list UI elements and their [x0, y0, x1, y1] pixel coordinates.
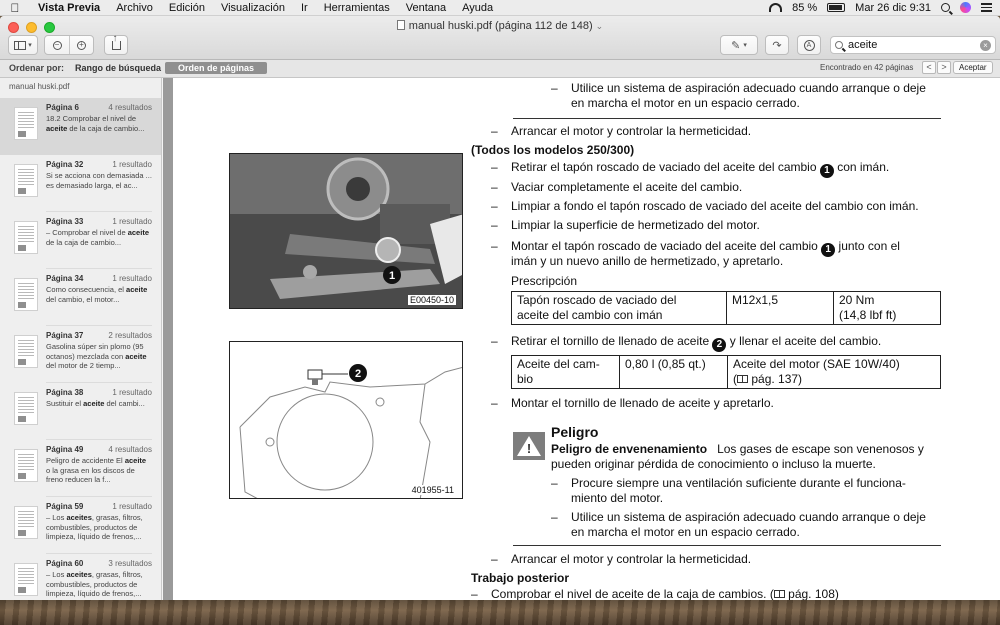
step-clean-surface: Limpiar la superficie de hermetizado del motor.	[511, 218, 760, 232]
figure-filler-screw-drawing	[229, 341, 463, 499]
page-thumbnail	[14, 335, 38, 368]
next-result-button[interactable]: >	[937, 61, 951, 74]
warning-bullet-aspiration-line2: en marcha el motor en un espacio cerrado.	[571, 525, 800, 539]
page-thumbnail	[14, 164, 38, 197]
result-snippet: Como consecuencia, el aceite del cambio, el motor...	[46, 285, 148, 304]
bullet-dash: –	[551, 476, 558, 490]
step-mount-plug: Montar el tapón roscado de vaciado del aceite del cambio 1 junto con el	[511, 239, 900, 255]
result-snippet: – Los aceites, grasas, filtros, combustibles, productos de limpieza, líquido de frenos,...	[46, 513, 143, 541]
result-snippet: – Comprobar el nivel de aceite de la caja de cambio...	[46, 228, 149, 247]
result-count: 4 resultados	[108, 103, 152, 112]
pdf-document-icon	[397, 20, 405, 30]
table-cell: Aceite del cam- bio	[512, 356, 620, 389]
sort-label: Ordenar por:	[9, 63, 65, 73]
markup-button[interactable]	[797, 35, 821, 55]
step-remove-filler: Retirar el tornillo de llenado de aceite 2 y llenar el aceite del cambio.	[511, 334, 882, 350]
accept-search-button[interactable]: Aceptar	[953, 61, 993, 74]
warning-bullet-ventilation: Procure siempre una ventilación suficiente durante el funciona-	[571, 476, 906, 490]
table-cell: 0,80 l (0,85 qt.)	[620, 356, 728, 389]
chevron-down-icon: ▾	[28, 42, 32, 49]
document-title[interactable]	[0, 20, 1000, 32]
menu-ventana[interactable]: Ventana	[405, 1, 447, 14]
wifi-icon[interactable]	[769, 3, 782, 12]
result-page: Página 34	[46, 274, 84, 283]
bullet-dash: –	[491, 124, 498, 138]
step-drain-oil: Vaciar completamente el aceite del cambio.	[511, 180, 743, 194]
result-page: Página 49	[46, 445, 84, 454]
bullet-dash: –	[551, 81, 558, 95]
warning-icon	[513, 432, 545, 460]
search-result-item[interactable]	[0, 155, 161, 212]
bullet-dash: –	[491, 160, 498, 174]
figure-label: E00450-10	[409, 295, 454, 305]
search-results-bar	[0, 60, 1000, 78]
zoom-in-icon: +	[77, 41, 86, 50]
oil-spec-table	[511, 355, 941, 389]
search-result-item[interactable]	[0, 383, 161, 440]
search-value: aceite	[848, 39, 878, 51]
warning-title: Peligro	[551, 424, 599, 440]
zoom-control	[44, 35, 94, 55]
result-page: Página 33	[46, 217, 84, 226]
rotate-icon: ↷	[772, 39, 782, 52]
result-snippet: Si se acciona con demasiada ... es demasiado larga, el ac...	[46, 171, 152, 190]
spotlight-icon[interactable]	[941, 3, 950, 12]
step-remove-drain-plug: Retirar el tapón roscado de vaciado del aceite del cambio 1 con imán.	[511, 160, 890, 176]
bullet-dash: –	[471, 587, 478, 600]
bullet-dash: –	[491, 199, 498, 213]
figure-label: 401955-11	[411, 485, 454, 495]
clear-search-icon[interactable]: ×	[980, 40, 991, 51]
table-cell: M12x1,5	[727, 292, 834, 325]
pen-icon: ✎	[731, 39, 741, 52]
battery-percent[interactable]: 85 %	[792, 1, 818, 14]
search-result-item[interactable]	[0, 554, 161, 600]
sidebar-toggle-button[interactable]	[8, 35, 38, 55]
result-snippet: Gasolina súper sin plomo (95 octanos) mezclada con aceite del motor de 2 tiemp...	[46, 342, 147, 370]
search-field[interactable]	[830, 36, 996, 54]
pdf-page	[173, 78, 1000, 600]
heading-after-work: Trabajo posterior	[471, 571, 570, 585]
table-cell: Aceite del motor (SAE 10W/40) ( pág. 137)	[728, 356, 941, 389]
warning-bullet-ventilation-line2: miento del motor.	[571, 491, 664, 505]
search-results-sidebar	[0, 78, 162, 600]
document-view[interactable]	[163, 78, 1000, 600]
menu-edicion[interactable]: Edición	[168, 1, 205, 14]
step-check-oil-level: Comprobar el nivel de aceite de la caja de cambios. ( pág. 108)	[491, 587, 839, 600]
divider	[513, 118, 941, 119]
preview-window	[0, 16, 1000, 600]
chevron-down-icon: ⌄	[595, 21, 604, 31]
page-thumbnail	[14, 221, 38, 254]
result-count: 1 resultado	[112, 217, 152, 226]
step-mount-filler: Montar el tornillo de llenado de aceite y apretarlo.	[511, 396, 774, 410]
page-thumbnail	[14, 449, 38, 482]
callout-1: 1	[388, 270, 396, 282]
step-mount-plug-line2: imán y un nuevo anillo de hermetizado, y apretarlo.	[511, 254, 784, 268]
step-start-engine-2: Arrancar el motor y controlar la hermeticidad.	[511, 552, 752, 566]
bullet-dash: –	[491, 239, 498, 253]
divider	[513, 545, 941, 546]
page-thumbnail	[14, 392, 38, 425]
zoom-out-icon: −	[53, 41, 62, 50]
step-clean-plug: Limpiar a fondo el tapón roscado de vaciado del aceite del cambio con imán.	[511, 199, 919, 213]
result-count: 3 resultados	[108, 559, 152, 568]
figure-drain-plug-photo	[229, 153, 463, 309]
bullet-dash: –	[491, 552, 498, 566]
search-result-item[interactable]	[0, 497, 161, 554]
menu-bar	[0, 0, 1000, 16]
sidebar-file-name: manual huski.pdf	[9, 82, 70, 91]
result-page: Página 60	[46, 559, 84, 568]
menu-archivo[interactable]: Archivo	[116, 1, 153, 14]
engine-line-drawing	[230, 342, 463, 499]
share-icon	[112, 41, 121, 50]
result-count: 1 resultado	[112, 388, 152, 397]
search-result-item[interactable]	[0, 326, 161, 383]
warning-bullet-aspiration: Utilice un sistema de aspiración adecuado cuando arranque o deje	[571, 510, 926, 524]
bullet-dash: –	[551, 510, 558, 524]
menu-app-name[interactable]: Vista Previa	[38, 1, 101, 14]
top-text-line1: Utilice un sistema de aspiración adecuado cuando arranque o deje	[571, 81, 926, 95]
result-snippet: Peligro de accidente El aceite o la grasa en los discos de freno reducen la f...	[46, 456, 147, 484]
torque-table	[511, 291, 941, 325]
result-count: 2 resultados	[108, 331, 152, 340]
result-page: Página 6	[46, 103, 79, 112]
page-reference-link[interactable]: pág. 137)	[751, 372, 803, 386]
zoom-in-button[interactable]	[69, 36, 93, 54]
menu-ir[interactable]: Ir	[300, 1, 308, 14]
markup-toolbar-button[interactable]	[720, 35, 758, 55]
result-page: Página 38	[46, 388, 84, 397]
notification-center-icon[interactable]	[981, 3, 992, 12]
search-result-item[interactable]	[0, 440, 161, 497]
top-text-line2: en marcha el motor en un espacio cerrado.	[571, 96, 800, 110]
menu-visualizacion[interactable]: Visualización	[220, 1, 285, 14]
page-thumbnail	[14, 506, 38, 539]
page-thumbnail	[14, 107, 38, 140]
result-count: 1 resultado	[112, 160, 152, 169]
share-button[interactable]	[104, 35, 128, 55]
page-thumbnail	[14, 278, 38, 311]
sort-by-rank-option[interactable]: Rango de búsqueda	[75, 63, 162, 73]
search-result-item[interactable]	[0, 269, 161, 326]
document-title-text: manual huski.pdf (página 112 de 148)	[408, 20, 593, 32]
menu-herramientas[interactable]: Herramientas	[323, 1, 390, 14]
sort-by-page-option[interactable]: Orden de páginas	[165, 62, 267, 74]
warning-body: Peligro de envenenamiento Los gases de escape son venenosos y	[551, 442, 924, 456]
previous-result-button[interactable]: <	[922, 61, 936, 74]
result-count: 1 resultado	[112, 502, 152, 511]
warning-body-line2: pueden originar pérdida de conocimiento o incluso la muerte.	[551, 457, 876, 471]
siri-icon[interactable]	[960, 2, 971, 13]
menu-ayuda[interactable]: Ayuda	[462, 1, 494, 14]
bullet-dash: –	[491, 396, 498, 410]
result-snippet: Sustituir el aceite del cambi...	[46, 399, 145, 408]
result-snippet: 18.2 Comprobar el nivel de aceite de la caja de cambio...	[46, 114, 145, 133]
table-cell: Tapón roscado de vaciado del aceite del cambio con imán	[512, 292, 727, 325]
rotate-button[interactable]	[765, 35, 789, 55]
bullet-dash: –	[491, 218, 498, 232]
search-icon	[835, 41, 843, 49]
result-page: Página 32	[46, 160, 84, 169]
search-found-count: Encontrado en 42 páginas	[820, 63, 914, 72]
search-result-item[interactable]	[0, 98, 161, 155]
title-bar	[0, 16, 1000, 60]
page-thumbnail	[14, 563, 38, 596]
callout-2: 2	[354, 368, 362, 380]
result-snippet: – Los aceites, grasas, filtros, combustibles, productos de limpieza, líquido de frenos,...	[46, 570, 143, 598]
result-count: 1 resultado	[112, 274, 152, 283]
chevron-down-icon: ▾	[743, 42, 747, 49]
heading-models: (Todos los modelos 250/300)	[471, 143, 635, 157]
book-reference-icon	[737, 375, 748, 383]
step-start-engine: Arrancar el motor y controlar la hermeticidad.	[511, 124, 752, 138]
markup-icon: A	[804, 40, 815, 51]
page-reference-link[interactable]: pág. 108)	[784, 587, 839, 600]
book-reference-icon	[774, 590, 785, 598]
prescription-label: Prescripción	[511, 274, 578, 288]
apple-menu-icon[interactable]	[0, 1, 30, 15]
engine-photo	[230, 154, 463, 309]
bullet-dash: –	[491, 180, 498, 194]
zoom-out-button[interactable]	[45, 36, 69, 54]
desktop-background	[0, 600, 1000, 625]
result-count: 4 resultados	[108, 445, 152, 454]
result-page: Página 37	[46, 331, 84, 340]
sidebar-icon	[14, 41, 26, 50]
menu-clock[interactable]: Mar 26 dic 9:31	[855, 1, 931, 14]
bullet-dash: –	[491, 334, 498, 348]
result-page: Página 59	[46, 502, 84, 511]
battery-icon[interactable]	[827, 3, 845, 12]
search-result-item[interactable]	[0, 212, 161, 269]
table-cell: 20 Nm (14,8 lbf ft)	[834, 292, 941, 325]
